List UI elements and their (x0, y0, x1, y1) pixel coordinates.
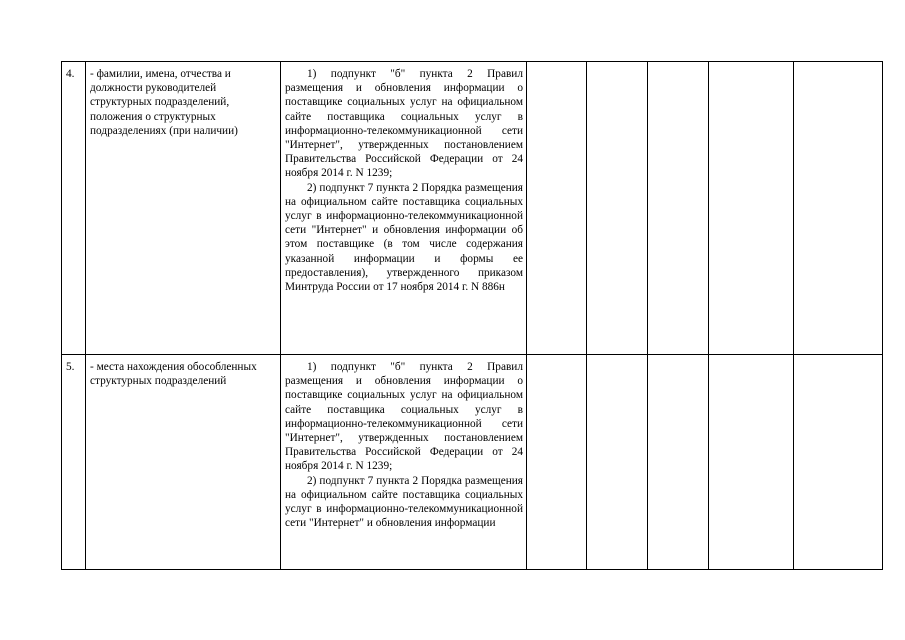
empty-cell (648, 62, 709, 355)
legal-basis-item: 2) подпункт 7 пункта 2 Порядка размещения на официальном сайте поставщика социальных услуг в информационно-телекоммуникационной сети "Интернет" и обновления информации (285, 474, 523, 530)
legal-basis-cell (281, 62, 527, 355)
empty-cell (794, 62, 883, 355)
empty-cell (794, 355, 883, 570)
legal-basis-item: 1) подпункт "б" пункта 2 Правил размещения и обновления информации о поставщике социальных услуг на официальном сайте поставщика социальных услуг в информационно-телекоммуникационной сети "Интернет", утвержденных постановлением Правительства Российской Федерации от 24 ноября 2014 г. N 1239; (285, 68, 523, 180)
empty-cell (527, 355, 587, 570)
requirement-cell: - фамилии, имена, отчества и должности руководителей структурных подразделений, положения о структурных подразделениях (при наличии) (86, 62, 281, 355)
row-number: 5. (62, 355, 86, 570)
row-number: 4. (62, 62, 86, 355)
empty-cell (709, 62, 794, 355)
empty-cell (648, 355, 709, 570)
empty-cell (587, 62, 648, 355)
table-row (62, 62, 883, 355)
legal-basis-item: 1) подпункт "б" пункта 2 Правил размещения и обновления информации о поставщике социальных услуг на официальном сайте поставщика социальных услуг в информационно-телекоммуникационной сети "Интернет", утвержденных постановлением Правительства Российской Федерации от 24 ноября 2014 г. N 1239; (285, 361, 523, 473)
legal-basis-cell (281, 355, 527, 570)
empty-cell (709, 355, 794, 570)
legal-basis-item: 2) подпункт 7 пункта 2 Порядка размещения на официальном сайте поставщика социальных услуг в информационно-телекоммуникационной сети "Интернет" и обновления информации об этом поставщике (в том числе содержания указанной информации и формы ее предоставления), утвержденного приказом Минтруда России от 17 ноября 2014 г. N 886н (285, 181, 523, 294)
table-row (62, 355, 883, 570)
requirements-table (61, 61, 883, 570)
empty-cell (527, 62, 587, 355)
empty-cell (587, 355, 648, 570)
requirement-cell: - места нахождения обособленных структурных подразделений (86, 355, 281, 570)
